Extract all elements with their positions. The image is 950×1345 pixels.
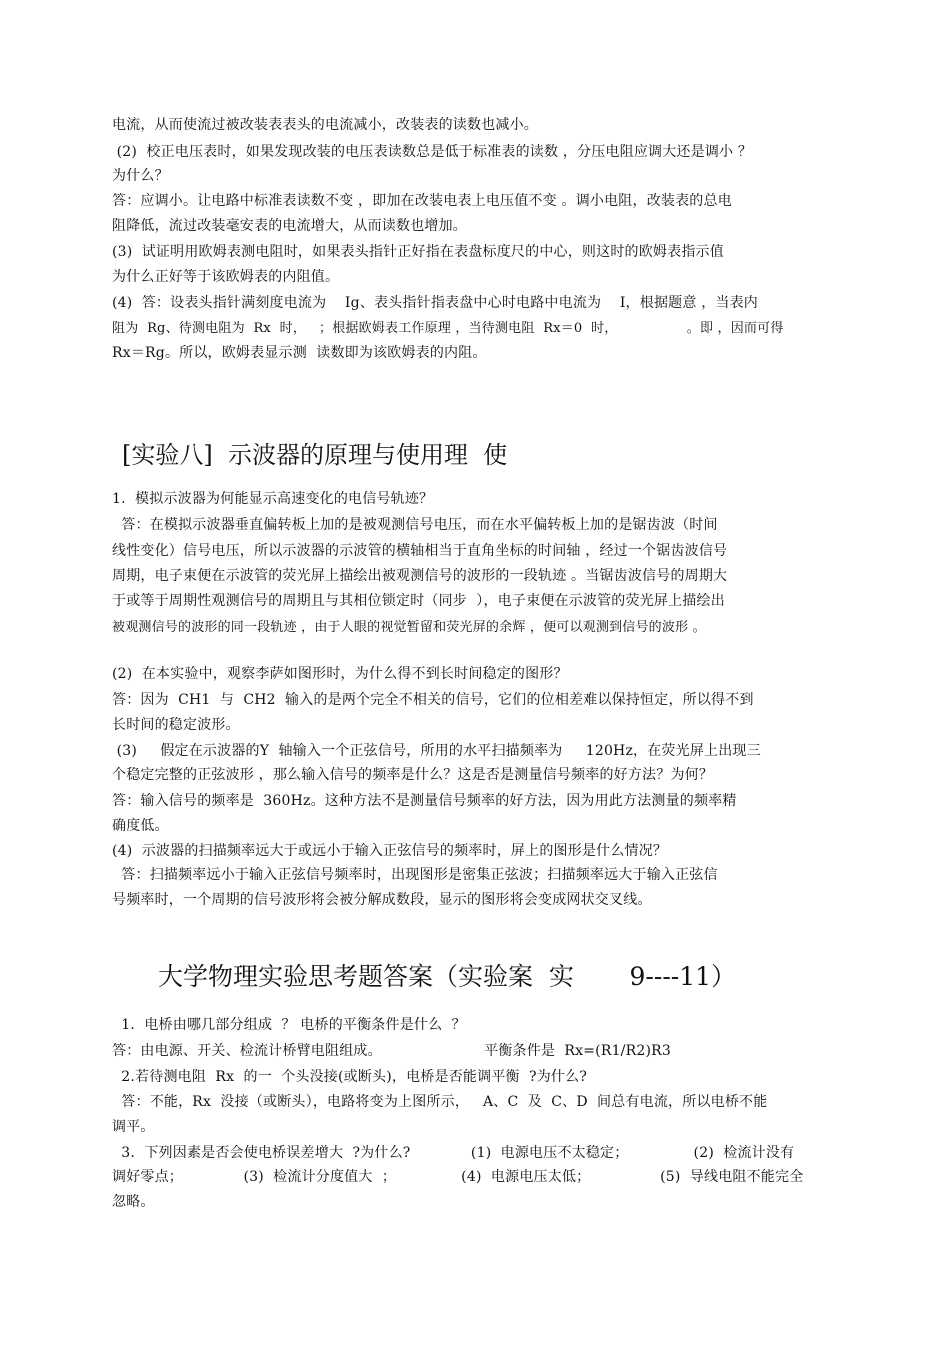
text-line: 为什么？ (112, 168, 169, 184)
text-line: 2.若待测电阻 Rx 的一 个头没接(或断头)，电桥是否能调平衡 ?为什么? (112, 1069, 588, 1085)
text-line: 答：在模拟示波器垂直偏转板上加的是被观测信号电压，而在水平偏转板上加的是锯齿波（时间 (112, 517, 718, 533)
section-heading-experiment-8: [实验八] 示波器的原理与使用理 使 (122, 441, 508, 469)
text-line: (4) 答：设表头指针满刻度电流为 Ig、表头指针指表盘中心时电路中电流为 I，根据题意 ，当表内 (112, 295, 759, 311)
text-line: (2) 在本实验中，观察李萨如图形时，为什么得不到长时间稳定的图形？ (112, 666, 568, 682)
text-line: (3) 假定在示波器的Y 轴输入一个正弦信号，所用的水平扫描频率为 120Hz，在荧光屏上出现三 (112, 743, 761, 759)
text-line: 于或等于周期性观测信号的周期且与其相位锁定时（同步 ），电子束便在示波管的荧光屏上描绘出 (112, 593, 725, 609)
text-line: 3. 下列因素是否会使电桥误差增大 ?为什么? (1) 电源电压不太稳定； (2) 检流计没有 (112, 1145, 795, 1161)
text-line: 为什么正好等于该欧姆表的内阻值。 (112, 269, 340, 285)
text-line: 号频率时，一个周期的信号波形将会被分解成数段，显示的图形将会变成网状交叉线。 (112, 892, 652, 908)
text-line: 线性变化）信号电压，所以示波器的示波管的横轴相当于直角坐标的时间轴 ，经过一个锯齿波信号 (112, 543, 728, 559)
text-line: (2) 校正电压表时，如果发现改装的电压表读数总是低于标准表的读数 ，分压电阻应调大还是调小 ？ (112, 144, 753, 160)
text-line: 电流，从而使流过被改装表表头的电流减小，改装表的读数也减小。 (112, 117, 538, 133)
text-line: 调平。 (112, 1119, 155, 1135)
text-line: 1. 电桥由哪几部分组成 ？ 电桥的平衡条件是什么 ？ (112, 1017, 466, 1033)
text-line: 答：扫描频率远小于输入正弦信号频率时，出现图形是密集正弦波；扫描频率远大于输入正弦信 (112, 867, 718, 883)
text-line: (3) 试证明用欧姆表测电阻时，如果表头指针正好指在表盘标度尺的中心，则这时的欧姆表指示值 (112, 244, 724, 260)
text-line: 确度低。 (112, 818, 169, 834)
text-line: Rx＝Rg。所以，欧姆表显示测 读数即为该欧姆表的内阻。 (112, 345, 487, 361)
text-line: 答：因为 CH1 与 CH2 输入的是两个完全不相关的信号，它们的位相差难以保持恒定，所以得不到 (112, 692, 754, 708)
text-line: 答：输入信号的频率是 360Hz。这种方法不是测量信号频率的好方法，因为用此方法测量的频率精 (112, 793, 737, 809)
text-line: 个稳定完整的正弦波形 ，那么输入信号的频率是什么？这是否是测量信号频率的好方法？为何？ (112, 767, 714, 783)
section-heading-experiments-9-11: 大学物理实验思考题答案（实验案 实 9----11） (158, 962, 737, 991)
text-line: 答：由电源、开关、检流计桥臂电阻组成。 平衡条件是 Rx=(R1/R2)R3 (112, 1043, 671, 1059)
text-line: 周期，电子束便在示波管的荧光屏上描绘出被观测信号的波形的一段轨迹 。当锯齿波信号的周期大 (112, 568, 728, 584)
text-line: 忽略。 (112, 1194, 155, 1210)
text-line: 1. 模拟示波器为何能显示高速变化的电信号轨迹？ (112, 491, 434, 507)
text-line: 调好零点； (3) 检流计分度值大 ； (4) 电源电压太低； (5) 导线电阻不能完全 (112, 1169, 804, 1185)
text-line: (4) 示波器的扫描频率远大于或远小于输入正弦信号的频率时，屏上的图形是什么情况？ (112, 843, 668, 859)
text-line: 长时间的稳定波形。 (112, 717, 240, 733)
text-line: 被观测信号的波形的同一段轨迹 ，由于人眼的视觉暂留和荧光屏的余辉 ，便可以观测到信号的波形 。 (112, 620, 706, 635)
text-line: 答：应调小。让电路中标准表读数不变 ，即加在改装电表上电压值不变 。调小电阻，改装表的总电 (112, 193, 732, 209)
text-line: 答：不能，Rx 没接（或断头），电路将变为上图所示， A、C 及 C、D 间总有电流，所以电桥不能 (112, 1094, 768, 1110)
text-line: 阻降低，流过改装毫安表的电流增大，从而读数也增加。 (112, 218, 467, 234)
text-line: 阻为 Rg、待测电阻为 Rx 时， ；根据欧姆表工作原理 ，当待测电阻 Rx＝0 时， 。即 ，因而可得 (112, 321, 784, 336)
